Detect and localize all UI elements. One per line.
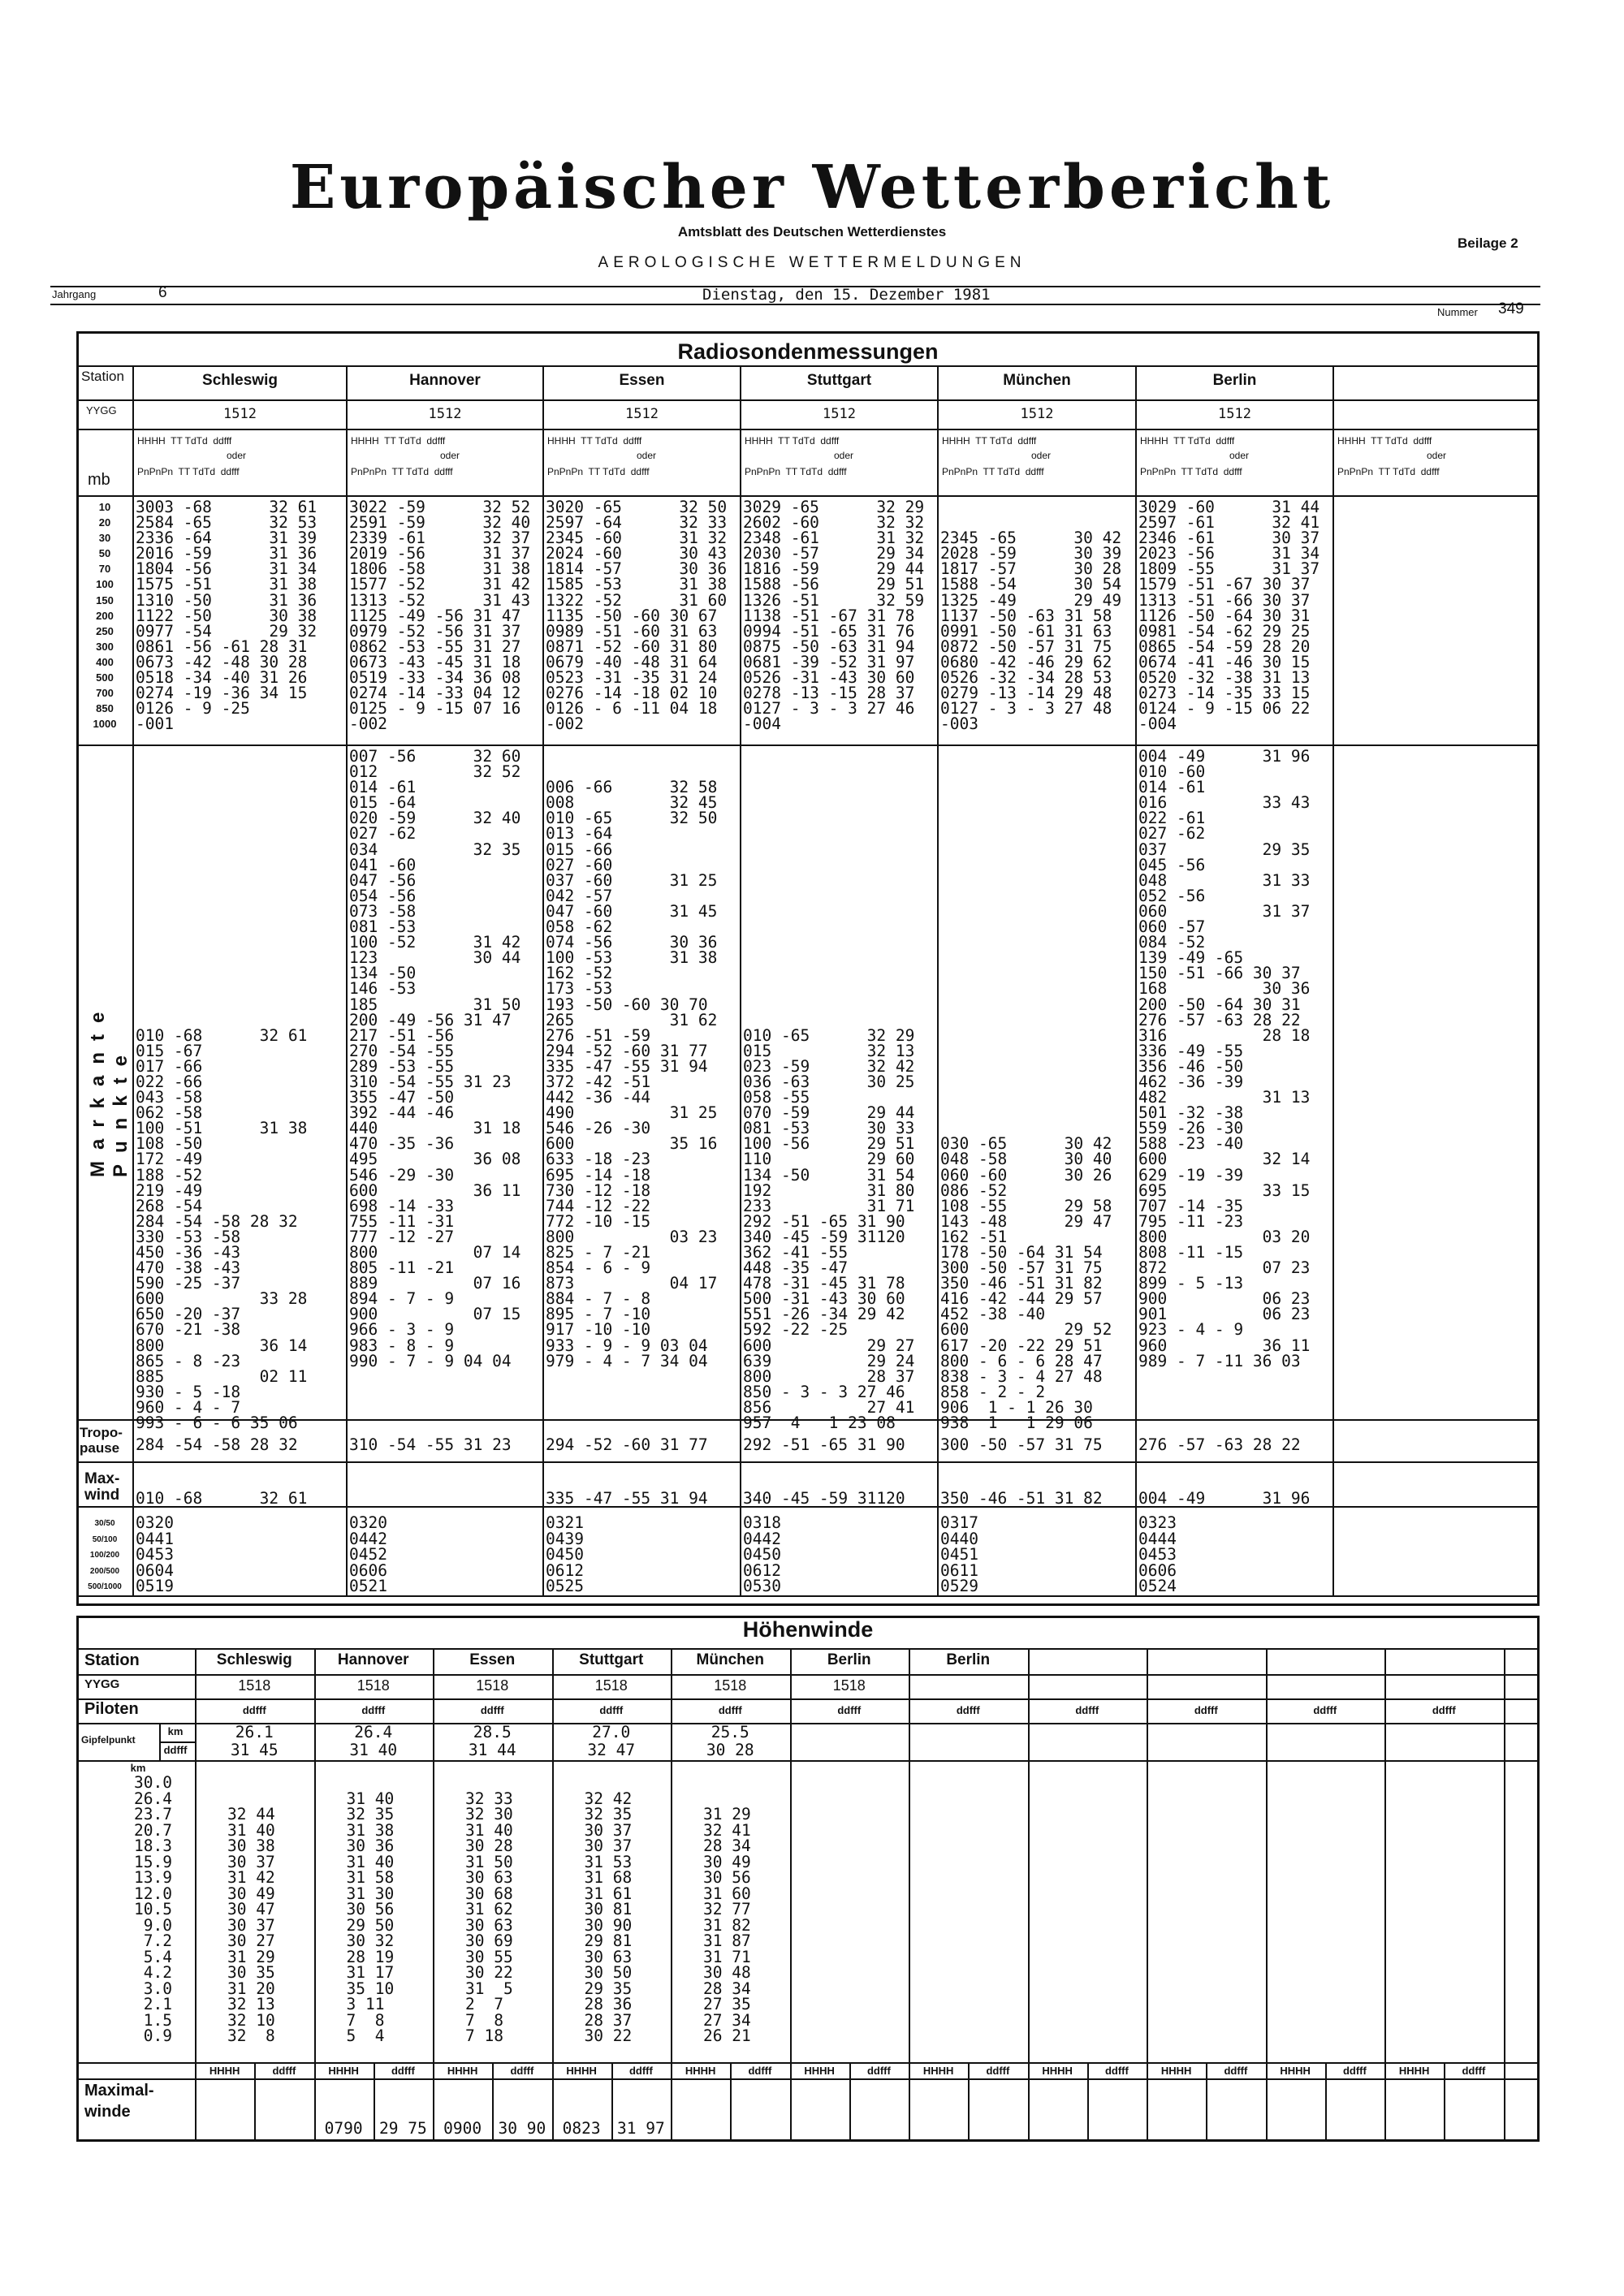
tropopause-muenchen: 300 -50 -57 31 75	[940, 1435, 1103, 1454]
yygg-value: 1512	[428, 406, 462, 422]
piloten-ddfff-header: ddfff	[361, 1704, 386, 1716]
winds-yygg-value: 1518	[594, 1677, 628, 1694]
maxw-hhhh-header: HHHH	[1160, 2065, 1192, 2077]
piloten-ddfff-header: ddfff	[837, 1704, 862, 1716]
winds-rule	[76, 1648, 1540, 1650]
maxw-ddfff-header: ddfff	[1342, 2065, 1367, 2077]
gipfel-km-label: km	[167, 1725, 184, 1737]
winds-column-stuttgart: 32 42 32 35 30 37 30 37 31 53 31 68 31 61 30 81 30 90 29 81 30 63 30 50 29 35 28 36 28 37 30 22	[584, 1789, 633, 2045]
maximalwinde-label: Maximal- winde	[84, 2082, 154, 2121]
column-header-bottom: PnPnPn TT TdTd ddfff	[547, 466, 650, 477]
column-rule	[1135, 365, 1137, 1595]
gipfel-ddfff-value: 31 44	[468, 1741, 516, 1759]
piloten-ddfff-header: ddfff	[1313, 1704, 1337, 1716]
standard-levels-stuttgart: 3029 -65 32 29 2602 -60 32 32 2348 -61 31 32 2030 -57 29 34 1816 -59 29 44 1588 -56 29 51 1326 -51 32 59 1138 -51 -67 31 78 0994 -51 -65 31 76 0875 -50 -63 31 94 0681 -39 -52 31 97 0526 -31 -43 30 60 0278 -13 -15 28 37 0127 - 3 - 3 27 46 -004	[743, 498, 925, 734]
winds-station-schleswig: Schleswig	[216, 1651, 292, 1668]
standard-levels-essen: 3020 -65 32 50 2597 -64 32 33 2345 -60 31 32 2024 -60 30 43 1814 -57 30 36 1585 -53 31 38 1322 -52 31 60 1135 -50 -60 30 67 0989 -51 -60 31 63 0871 -52 -60 31 80 0679 -40 -48 31 64 0523 -31 -35 31 24 0276 -14 -18 02 10 0126 - 6 -11 04 18 -002	[546, 498, 728, 734]
winds-column-rule	[1504, 1648, 1505, 2142]
tropopause-label: Tropo- pause	[80, 1425, 123, 1456]
table-rule	[76, 429, 1540, 430]
mb-levels: 10 20 30 50 70 100 150 200 250 300 400 500 700 850 1000	[93, 501, 117, 731]
maxw-hhhh-header: HHHH	[922, 2065, 954, 2077]
maxw-ddfff-header: ddfff	[628, 2065, 653, 2077]
column-header-oder: oder	[1031, 450, 1052, 461]
winds-yygg-value: 1518	[356, 1677, 390, 1694]
winds-station-berlin: Berlin	[946, 1651, 991, 1668]
maxw-ddfff-header: ddfff	[391, 2065, 415, 2077]
gipfel-km-value: 28.5	[473, 1723, 512, 1741]
column-header-bottom: PnPnPn TT TdTd ddfff	[942, 466, 1044, 477]
maxw-ddfff-value: 29 75	[379, 2119, 427, 2138]
wind-heights: 30.0 26.4 23.7 20.7 18.3 15.9 13.9 12.0 10.5 9.0 7.2 5.4 4.2 3.0 2.1 1.5 0.9	[134, 1773, 172, 2045]
column-header-bottom: PnPnPn TT TdTd ddfff	[1140, 466, 1242, 477]
piloten-ddfff-header: ddfff	[1432, 1704, 1456, 1716]
winds-yygg-value: 1518	[714, 1677, 747, 1694]
winds-column-essen: 32 33 32 30 31 40 30 28 31 50 30 63 30 68 31 62 30 63 30 69 30 55 30 22 31 5 2 7 7 8 7 18	[465, 1789, 513, 2045]
winds-title: Höhenwinde	[742, 1617, 874, 1642]
column-header-top: HHHH TT TdTd ddfff	[745, 435, 840, 447]
winds-yygg-value: 1518	[476, 1677, 509, 1694]
piloten-ddfff-header: ddfff	[480, 1704, 504, 1716]
significant-levels-muenchen: 030 -65 30 42 048 -58 30 40 060 -60 30 26 086 -52 108 -55 29 58 143 -48 29 47 162 -51 178 -50 -64 31 54 300 -50 -57 31 75 350 -46 -51 31 82 416 -42 -44 29 57 452 -38 -40 600 29 52 617 -20 -22 29 51 800 - 6 - 6 28 47 838 - 3 - 4 27 48 858 - 2 - 2 906 1 - 1 26 30 938 1 1 29 06	[940, 1134, 1112, 1433]
shear-schleswig: 0320 0441 0453 0604 0519	[136, 1513, 174, 1595]
column-header-bottom: PnPnPn TT TdTd ddfff	[137, 466, 240, 477]
yygg-value: 1512	[1218, 406, 1251, 422]
maxw-ddfff-header: ddfff	[510, 2065, 534, 2077]
column-header-bottom: PnPnPn TT TdTd ddfff	[1337, 466, 1440, 477]
maxw-hhhh-header: HHHH	[1042, 2065, 1073, 2077]
section-label: AEROLOGISCHE WETTERMELDUNGEN	[598, 254, 1026, 271]
maxwind-essen: 335 -47 -55 31 94	[546, 1489, 708, 1508]
column-header-oder: oder	[1427, 450, 1447, 461]
mb-label: mb	[88, 471, 110, 489]
gipfel-km-value: 25.5	[710, 1723, 749, 1741]
maxw-ddfff-header: ddfff	[1462, 2065, 1486, 2077]
maxw-height-value: 0790	[324, 2119, 363, 2138]
winds-rule	[76, 2062, 1540, 2064]
winds-station-label: Station	[84, 1651, 140, 1669]
station-muenchen: München	[1003, 372, 1071, 389]
piloten-ddfff-header: ddfff	[242, 1704, 266, 1716]
gipfel-divider-v	[159, 1723, 161, 1760]
winds-station-stuttgart: Stuttgart	[579, 1651, 644, 1668]
tropopause-schleswig: 284 -54 -58 28 32	[136, 1435, 298, 1454]
shear-stuttgart: 0318 0442 0450 0612 0530	[743, 1513, 781, 1595]
gipfel-km-value: 27.0	[592, 1723, 631, 1741]
column-header-top: HHHH TT TdTd ddfff	[351, 435, 446, 447]
gipfelpunkt-label: Gipfelpunkt	[81, 1734, 136, 1746]
column-rule	[937, 365, 939, 1595]
shear-essen: 0321 0439 0450 0612 0525	[546, 1513, 584, 1595]
winds-yygg-value: 1518	[832, 1677, 866, 1694]
maxwind-stuttgart: 340 -45 -59 31120	[743, 1489, 905, 1508]
winds-yygg-value: 1518	[238, 1677, 271, 1694]
significant-levels-hannover: 007 -56 32 60 012 32 52 014 -61 015 -64 020 -59 32 40 027 -62 034 32 35 041 -60 047 -56 054 -56 073 -58 081 -53 100 -52 31 42 123 30 44 134 -50 146 -53 185 31 50 200 -49 -56 31 47 217 -51 -56 270 -54 -55 289 -53 -55 310 -54 -55 31 23 355 -47 -50 392 -44 -46 440 31 18 470 -35 -36 495 36 08 546 -29 -30 600 36 11 698 -14 -33 755 -11 -31 777 -12 -27 800 07 14 805 -11 -21 889 07 16 894 - 7 - 9 900 07 15 966 - 3 - 9 983 - 8 - 9 990 - 7 - 9 04 04	[349, 747, 521, 1370]
standard-levels-muenchen: 2345 -65 30 42 2028 -59 30 39 1817 -57 30 28 1588 -54 30 54 1325 -49 29 49 1137 -50 -63 31 58 0991 -50 -61 31 63 0872 -50 -57 31 75 0680 -42 -46 29 62 0526 -32 -34 28 53 0279 -13 -14 29 48 0127 - 3 - 3 27 48 -003	[940, 529, 1122, 734]
table-rule	[76, 1461, 1540, 1463]
maxw-hhhh-header: HHHH	[685, 2065, 716, 2077]
subtitle: Amtsblatt des Deutschen Wetterdienstes	[677, 224, 947, 240]
column-header-oder: oder	[637, 450, 657, 461]
column-header-oder: oder	[227, 450, 247, 461]
winds-station-muenchen: München	[696, 1651, 764, 1668]
piloten-ddfff-header: ddfff	[1075, 1704, 1099, 1716]
column-rule	[542, 365, 544, 1595]
standard-levels-schleswig: 3003 -68 32 61 2584 -65 32 53 2336 -64 31 39 2016 -59 31 36 1804 -56 31 34 1575 -51 31 38 1310 -50 31 36 1122 -50 30 38 0977 -54 29 32 0861 -56 -61 28 31 0673 -42 -48 30 28 0518 -34 -40 31 26 0274 -19 -36 34 15 0126 - 9 -25 -001	[136, 498, 317, 734]
table-rule	[76, 495, 1540, 497]
winds-station-hannover: Hannover	[337, 1651, 409, 1668]
table-rule	[76, 1595, 1540, 1597]
station-berlin: Berlin	[1212, 372, 1257, 389]
winds-column-muenchen: 31 29 32 41 28 34 30 49 30 56 31 60 32 77 31 82 31 87 31 71 30 48 28 34 27 35 27 34 26 21	[703, 1805, 751, 2045]
gipfel-ddfff-value: 30 28	[706, 1741, 754, 1759]
height-km-label: km	[130, 1762, 146, 1774]
standard-levels-berlin: 3029 -60 31 44 2597 -61 32 41 2346 -61 30 37 2023 -56 31 34 1809 -55 31 37 1579 -51 -67 30 37 1313 -51 -66 30 37 1126 -50 -64 30 31 0981 -54 -62 29 25 0865 -54 -59 28 20 0674 -41 -46 30 15 0520 -32 -38 31 13 0273 -14 -35 33 15 0124 - 9 -15 06 22 -004	[1138, 498, 1320, 734]
maxw-hhhh-header: HHHH	[209, 2065, 240, 2077]
maxw-ddfff-header: ddfff	[748, 2065, 772, 2077]
maxw-ddfff-value: 30 90	[498, 2119, 546, 2138]
table-rule	[76, 399, 1540, 401]
column-header-oder: oder	[1229, 450, 1250, 461]
column-header-top: HHHH TT TdTd ddfff	[547, 435, 642, 447]
maxw-ddfff-header: ddfff	[1104, 2065, 1129, 2077]
gipfel-ddfff-value: 31 45	[230, 1741, 279, 1759]
column-header-top: HHHH TT TdTd ddfff	[1140, 435, 1235, 447]
piloten-ddfff-header: ddfff	[599, 1704, 624, 1716]
piloten-label: Piloten	[84, 1700, 139, 1718]
shear-muenchen: 0317 0440 0451 0611 0529	[940, 1513, 978, 1595]
significant-levels-berlin: 004 -49 31 96 010 -60 014 -61 016 33 43 022 -61 027 -62 037 29 35 045 -56 048 31 33 052 -56 060 31 37 060 -57 084 -52 139 -49 -65 150 -51 -66 30 37 168 30 36 200 -50 -64 30 31 276 -57 -63 28 22 316 28 18 336 -49 -55 356 -46 -50 462 -36 -39 482 31 13 501 -32 -38 559 -26 -30 588 -23 -40 600 32 14 629 -19 -39 695 33 15 707 -14 -35 795 -11 -23 800 03 20 808 -11 -15 872 07 23 899 - 5 -13 900 06 23 901 06 23 923 - 4 - 9 960 36 11 989 - 7 -11 36 03	[1138, 747, 1311, 1370]
significant-levels-essen: 006 -66 32 58 008 32 45 010 -65 32 50 013 -64 015 -66 027 -60 037 -60 31 25 042 -57 047 -60 31 45 058 -62 074 -56 30 36 100 -53 31 38 162 -52 173 -53 193 -50 -60 30 70 265 31 62 276 -51 -59 294 -52 -60 31 77 335 -47 -55 31 94 372 -42 -51 442 -36 -44 490 31 25 546 -26 -30 600 35 16 633 -18 -23 695 -14 -18 730 -12 -18 744 -12 -22 772 -10 -15 800 03 23 825 - 7 -21 854 - 6 - 9 873 04 17 884 - 7 - 8 895 - 7 -10 917 -10 -10 933 - 9 - 9 03 04 979 - 4 - 7 34 04	[546, 778, 718, 1370]
winds-rule	[76, 1760, 1540, 1762]
winds-station-essen: Essen	[469, 1651, 516, 1668]
tropopause-essen: 294 -52 -60 31 77	[546, 1435, 708, 1454]
jahrgang-value: 6	[158, 284, 167, 301]
markante-punkte-label: Markante Punkte	[87, 1000, 132, 1177]
shear-berlin: 0323 0444 0453 0606 0524	[1138, 1513, 1177, 1595]
beilage-label: Beilage 2	[1458, 235, 1518, 251]
maxwind-label: Max- wind	[84, 1470, 120, 1504]
maxw-ddfff-value: 31 97	[617, 2119, 665, 2138]
piloten-ddfff-header: ddfff	[1194, 1704, 1218, 1716]
column-header-oder: oder	[834, 450, 854, 461]
maxw-ddfff-header: ddfff	[272, 2065, 296, 2077]
station-stuttgart: Stuttgart	[806, 372, 872, 389]
header-rule-2	[50, 304, 1540, 305]
maxwind-berlin: 004 -49 31 96	[1138, 1489, 1311, 1508]
winds-column-schleswig: 32 44 31 40 30 38 30 37 31 42 30 49 30 47 30 37 30 27 31 29 30 35 31 20 32 13 32 10 32 8	[227, 1805, 275, 2045]
winds-rule	[76, 1674, 1540, 1676]
tropopause-hannover: 310 -54 -55 31 23	[349, 1435, 512, 1454]
gipfel-km-value: 26.4	[354, 1723, 393, 1741]
column-rule	[346, 365, 348, 1595]
winds-yygg-label: YYGG	[84, 1677, 120, 1691]
column-header-top: HHHH TT TdTd ddfff	[137, 435, 232, 447]
maxw-ddfff-header: ddfff	[1224, 2065, 1248, 2077]
station-schleswig: Schleswig	[202, 372, 278, 389]
piloten-ddfff-header: ddfff	[718, 1704, 742, 1716]
nummer-label: Nummer	[1437, 306, 1478, 318]
gipfel-ddfff-label: ddfff	[163, 1744, 188, 1756]
yygg-value: 1512	[1020, 406, 1054, 422]
column-rule	[132, 365, 134, 1595]
maxw-ddfff-header: ddfff	[866, 2065, 891, 2077]
tropopause-stuttgart: 292 -51 -65 31 90	[743, 1435, 905, 1454]
piloten-ddfff-header: ddfff	[956, 1704, 980, 1716]
shear-labels: 30/50 50/100 100/200 200/500 500/1000	[88, 1519, 122, 1591]
column-rule	[740, 365, 741, 1595]
maxw-hhhh-header: HHHH	[566, 2065, 597, 2077]
radiosonde-title: Radiosondenmessungen	[677, 339, 939, 364]
maxwind-schleswig: 010 -68 32 61	[136, 1489, 308, 1508]
jahrgang-label: Jahrgang	[52, 288, 97, 300]
gipfel-ddfff-value: 32 47	[587, 1741, 636, 1759]
column-header-bottom: PnPnPn TT TdTd ddfff	[745, 466, 847, 477]
yygg-value: 1512	[823, 406, 856, 422]
tropopause-berlin: 276 -57 -63 28 22	[1138, 1435, 1301, 1454]
significant-levels-schleswig: 010 -68 32 61 015 -67 017 -66 022 -66 043 -58 062 -58 100 -51 31 38 108 -50 172 -49 188 -52 219 -49 268 -54 284 -54 -58 28 32 330 -53 -58 450 -36 -43 470 -38 -43 590 -25 -37 600 33 28 650 -20 -37 670 -21 -38 800 36 14 865 - 8 -23 885 02 11 930 - 5 -18 960 - 4 - 7 993 - 6 - 6 35 06	[136, 1025, 308, 1433]
column-header-oder: oder	[440, 450, 460, 461]
maxw-hhhh-header: HHHH	[447, 2065, 478, 2077]
gipfel-ddfff-value: 31 40	[349, 1741, 398, 1759]
maxw-height-value: 0900	[443, 2119, 482, 2138]
station-hannover: Hannover	[409, 372, 481, 389]
page-title: Europäischer Wetterbericht	[289, 153, 1335, 222]
maxw-ddfff-header: ddfff	[986, 2065, 1010, 2077]
maxw-hhhh-header: HHHH	[1398, 2065, 1430, 2077]
winds-rule	[76, 1698, 1540, 1700]
yygg-value: 1512	[625, 406, 659, 422]
maxw-hhhh-header: HHHH	[1280, 2065, 1311, 2077]
nummer-value: 349	[1498, 300, 1524, 317]
station-label: Station	[81, 369, 124, 384]
standard-levels-hannover: 3022 -59 32 52 2591 -59 32 40 2339 -61 32 37 2019 -56 31 37 1806 -58 31 38 1577 -52 31 42 1313 -52 31 43 1125 -49 -56 31 47 0979 -52 -56 31 37 0862 -53 -55 31 27 0673 -43 -45 31 18 0519 -33 -34 36 08 0274 -14 -33 04 12 0125 - 9 -15 07 16 -002	[349, 498, 531, 734]
maxwind-muenchen: 350 -46 -51 31 82	[940, 1489, 1103, 1508]
column-header-top: HHHH TT TdTd ddfff	[1337, 435, 1432, 447]
issue-date: Dienstag, den 15. Dezember 1981	[702, 286, 991, 304]
yygg-label: YYGG	[86, 404, 117, 416]
maxw-hhhh-header: HHHH	[804, 2065, 835, 2077]
station-essen: Essen	[619, 372, 665, 389]
shear-hannover: 0320 0442 0452 0606 0521	[349, 1513, 387, 1595]
maxw-hhhh-header: HHHH	[328, 2065, 359, 2077]
yygg-value: 1512	[223, 406, 257, 422]
column-header-top: HHHH TT TdTd ddfff	[942, 435, 1037, 447]
maxw-height-value: 0823	[562, 2119, 601, 2138]
gipfel-divider	[159, 1741, 195, 1743]
winds-column-hannover: 31 40 32 35 31 38 30 36 31 40 31 58 31 30 30 56 29 50 30 32 28 19 31 17 35 10 3 11 7 8 5 4	[346, 1789, 395, 2045]
column-rule	[1332, 365, 1334, 1595]
column-header-bottom: PnPnPn TT TdTd ddfff	[351, 466, 453, 477]
significant-levels-stuttgart: 010 -65 32 29 015 32 13 023 -59 32 42 036 -63 30 25 058 -55 070 -59 29 44 081 -53 30 33 100 -56 29 51 110 29 60 134 -50 31 54 192 31 80 233 31 71 292 -51 -65 31 90 340 -45 -59 31120 362 -41 -55 448 -35 -47 478 -31 -45 31 78 500 -31 -43 30 60 551 -26 -34 29 42 592 -22 -25 600 29 27 639 29 24 800 28 37 850 - 3 - 3 27 46 856 27 41 957 4 1 23 08	[743, 1025, 915, 1433]
table-rule	[76, 744, 1540, 746]
winds-rule	[76, 2078, 1540, 2080]
gipfel-km-value: 26.1	[235, 1723, 274, 1741]
winds-station-berlin: Berlin	[827, 1651, 871, 1668]
